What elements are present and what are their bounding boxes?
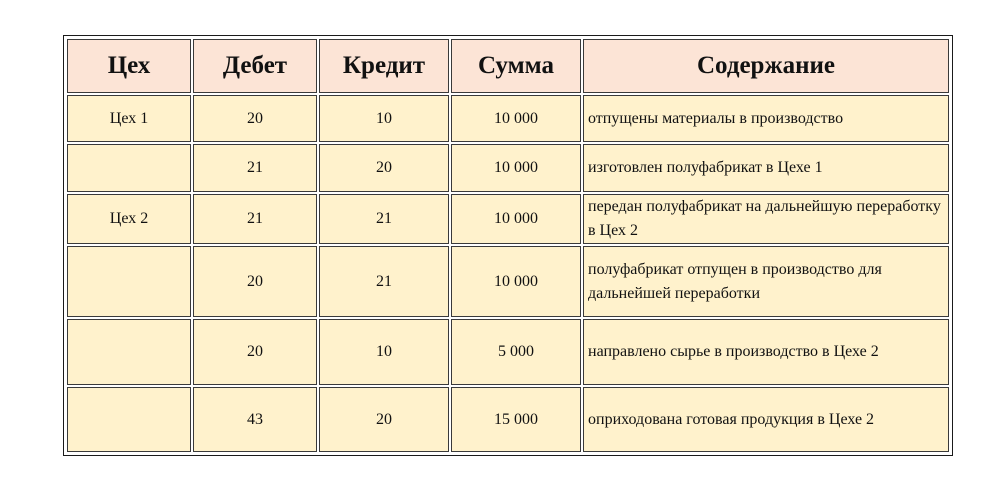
cell-description: отпущены материалы в производство	[583, 95, 949, 142]
cell-workshop: Цех 1	[67, 95, 191, 142]
table-row	[67, 387, 949, 452]
cell-workshop	[67, 144, 191, 191]
cell-workshop	[67, 319, 191, 386]
cell-credit: 10	[319, 319, 449, 386]
ledger-table	[65, 37, 951, 454]
cell-credit: 20	[319, 387, 449, 452]
cell-credit: 10	[319, 95, 449, 142]
cell-workshop: Цех 2	[67, 194, 191, 244]
cell-debit: 20	[193, 319, 317, 386]
table-row	[67, 246, 949, 317]
cell-debit: 21	[193, 144, 317, 191]
cell-description: передан полуфабрикат на дальнейшую переработку в Цех 2	[583, 194, 949, 244]
table-row	[67, 144, 949, 191]
cell-amount: 5 000	[451, 319, 581, 386]
cell-description: полуфабрикат отпущен в производство для дальнейшей переработки	[583, 246, 949, 317]
cell-credit: 21	[319, 194, 449, 244]
table-row	[67, 319, 949, 386]
cell-debit: 20	[193, 246, 317, 317]
cell-description: изготовлен полуфабрикат в Цехе 1	[583, 144, 949, 191]
table-header-row	[67, 39, 949, 93]
cell-debit: 21	[193, 194, 317, 244]
cell-credit: 21	[319, 246, 449, 317]
cell-credit: 20	[319, 144, 449, 191]
cell-description: направлено сырье в производство в Цехе 2	[583, 319, 949, 386]
header-debit: Дебет	[193, 39, 317, 93]
cell-workshop	[67, 387, 191, 452]
table-row	[67, 194, 949, 244]
cell-amount: 10 000	[451, 194, 581, 244]
cell-amount: 10 000	[451, 246, 581, 317]
header-amount: Сумма	[451, 39, 581, 93]
cell-amount: 10 000	[451, 95, 581, 142]
cell-debit: 20	[193, 95, 317, 142]
cell-description: оприходована готовая продукция в Цехе 2	[583, 387, 949, 452]
header-description: Содержание	[583, 39, 949, 93]
cell-amount: 10 000	[451, 144, 581, 191]
cell-debit: 43	[193, 387, 317, 452]
table-row	[67, 95, 949, 142]
cell-amount: 15 000	[451, 387, 581, 452]
cell-workshop	[67, 246, 191, 317]
ledger-table-frame	[63, 35, 953, 456]
header-credit: Кредит	[319, 39, 449, 93]
header-workshop: Цех	[67, 39, 191, 93]
